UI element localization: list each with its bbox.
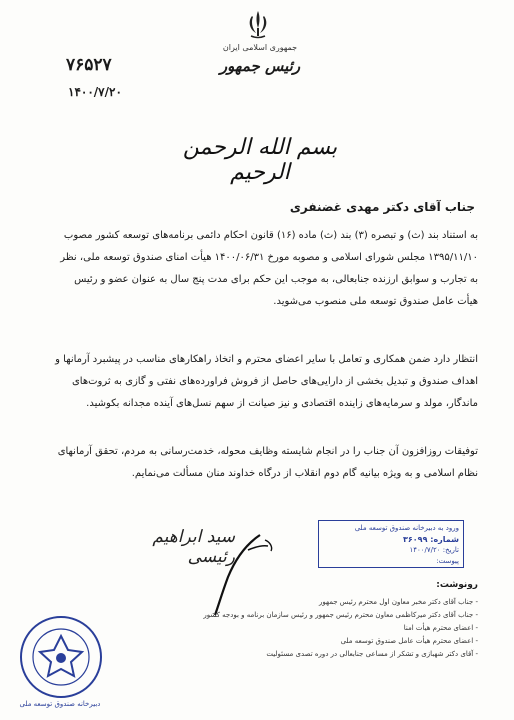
- cc-title: رونوشت:: [436, 580, 478, 590]
- stamp-line-4: پیوست:: [436, 557, 459, 565]
- letter-number: ۷۶۵۲۷: [66, 55, 112, 75]
- office-line: رئیس جمهور: [219, 57, 301, 75]
- cc-list: [200, 596, 478, 661]
- letter-date: ۱۴۰۰/۷/۲۰: [68, 85, 122, 99]
- seal-text: دبیرخانه صندوق توسعه ملی: [19, 700, 101, 708]
- cc-line: - جناب آقای دکتر مخبر معاون اول محترم رئیس جمهور: [318, 598, 478, 606]
- republic-line: جمهوری اسلامی ایران: [222, 43, 298, 52]
- round-seal-icon: [16, 612, 106, 702]
- cc-line: - اعضای محترم هیأت عامل صندوق توسعه ملی: [340, 637, 478, 645]
- addressee: جناب آقای دکتر مهدی غضنفری: [289, 200, 475, 214]
- stamp-line-1: ورود به دبیرخانه صندوق توسعه ملی: [354, 524, 459, 532]
- cc-line: - آقای دکتر شهبازی و تشکر از مساعی جنابعالی در دوره تصدی مسئولیت: [266, 650, 478, 658]
- received-stamp: [318, 520, 464, 568]
- basmala: بسم الله الرحمن الرحیم: [182, 135, 338, 185]
- body-paragraph-3: توفیقات روزافزون آن جناب را در انجام شایسته وظایف محوله، خدمت‌رسانی به مردم، تحقق آرمانهای نظام اسلامی و به ویژه بیانیه گام دوم انقلاب از درگاه خداوند منان مسألت می‌نمایم.: [57, 446, 478, 479]
- cc-line: - جناب آقای دکتر میرکاظمی معاون محترم رئیس جمهور و رئیس سازمان برنامه و بودجه کشور: [203, 611, 478, 619]
- signature-name: سید ابراهیم رئیسی: [152, 527, 235, 567]
- body-paragraph-2: انتظار دارد ضمن همکاری و تعامل با سایر اعضای محترم و اتخاذ راهکارهای مناسب در پیشبرد آرمانها و اهداف صندوق و تبدیل بخشی از دارایی‌های حاصل از فروش فراورده‌های نفتی و گازی به ثروت‌های ماندگار، مولد و سرمایه‌های زاینده اقتصادی و نیز صیانت از سهم نسل‌های آینده مجدانه بکوشید.: [55, 354, 478, 409]
- stamp-line-2: شماره: ۳۶۰۹۹: [403, 535, 459, 544]
- body-paragraph-1: به استناد بند (ث) و تبصره (۳) بند (ث) ماده (۱۶) قانون احکام دائمی برنامه‌های توسعه کشور مصوب ۱۳۹۵/۱۱/۱۰ مجلس شورای اسلامی و مصوبه مورخ ۱۴۰۰/۰۶/۳۱ هیأت امنای صندوق توسعه ملی، نظر به تجارب و سوابق ارزنده جنابعالی، به موجب این حکم برای مدت پنج سال به عنوان عضو و رئیس هیأت عامل صندوق توسعه ملی منصوب می‌شوید.: [60, 230, 478, 307]
- stamp-line-3: تاریخ: ۱۴۰۰/۷/۲۰: [409, 546, 459, 554]
- cc-line: - اعضای محترم هیأت امنا: [403, 624, 478, 632]
- iran-emblem-icon: [243, 8, 273, 42]
